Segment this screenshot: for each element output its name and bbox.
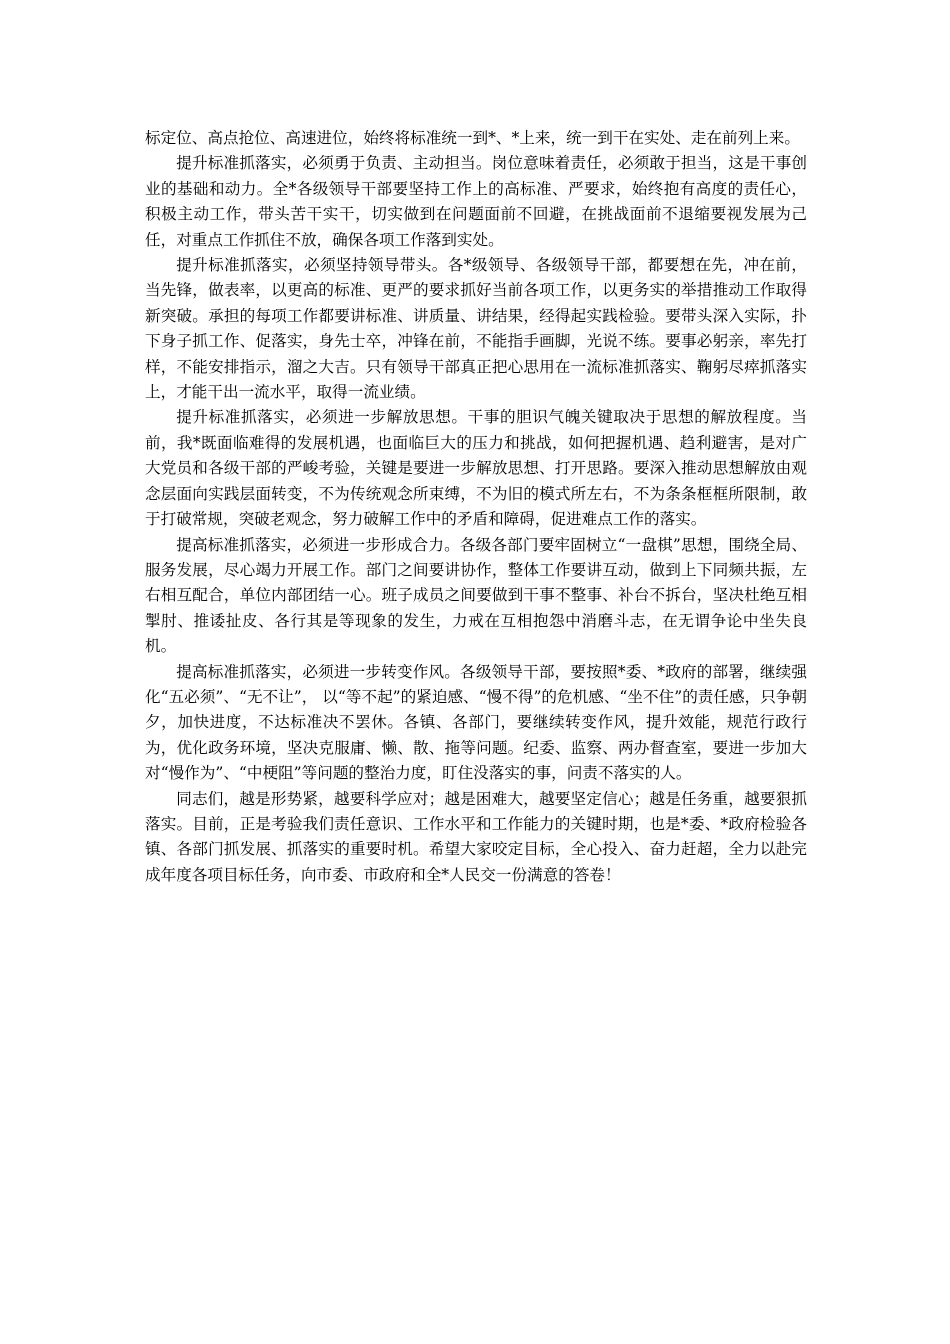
document-body — [145, 126, 807, 888]
paragraph-emancipate-mind: 提升标准抓落实，必须进一步解放思想。干事的胆识气魄关键取决于思想的解放程度。当前，我*既面临难得的发展机遇，也面临巨大的压力和挑战，如何把握机遇、趋利避害，是对广大党员和各级干部的严峻考验，关键是要进一步解放思想、打开思路。要深入推动思想解放由观念层面向实践层面转变，不为传统观念所束缚，不为旧的模式所左右，不为条条框框所限制，敢于打破常规，突破老观念，努力破解工作中的矛盾和障碍，促进难点工作的落实。 — [145, 408, 807, 529]
paragraph-change-style: 提高标准抓落实，必须进一步转变作风。各级领导干部，要按照*委、*政府的部署，继续强化“五必须”、“无不让”， 以“等不起”的紧迫感、“慢不得”的危机感、“坐不住”的责任感，只争朝夕，加快进度，不达标准决不罢休。各镇、各部门，要继续转变作风，提升效能，规范行政行为，优化政务环境，坚决克服庸、懒、散、拖等问题。纪委、监察、两办督查室，要进一步加大对“慢作为”、“中梗阻”等问题的整治力度，盯住没落实的事，问责不落实的人。 — [145, 662, 807, 783]
paragraph-form-synergy: 提高标准抓落实，必须进一步形成合力。各级各部门要牢固树立“一盘棋”思想，围绕全局、服务发展，尽心竭力开展工作。部门之间要讲协作，整体工作要讲互动，做到上下同频共振，左右相互配合，单位内部团结一心。班子成员之间要做到干事不整事、补台不拆台，坚决杜绝互相掣肘、推诿扯皮、各行其是等现象的发生，力戒在互相抱怨中消磨斗志，在无谓争论中坐失良机。 — [145, 535, 807, 656]
paragraph-continuation: 标定位、高点抢位、高速进位，始终将标准统一到*、*上来，统一到干在实处、走在前列上来。 — [145, 129, 800, 147]
paragraph-closing: 同志们，越是形势紧，越要科学应对；越是困难大，越要坚定信心；越是任务重，越要狠抓落实。目前，正是考验我们责任意识、工作水平和工作能力的关键时期，也是*委、*政府检验各镇、各部门抓发展、抓落实的重要时机。希望大家咬定目标，全心投入、奋力赶超，全力以赴完成年度各项目标任务，向市委、市政府和全*人民交一份满意的答卷！ — [145, 789, 807, 884]
paragraph-leaders-lead: 提升标准抓落实，必须坚持领导带头。各*级领导、各级领导干部，都要想在先，冲在前，当先锋，做表率，以更高的标准、更严的要求抓好当前各项工作，以更务实的举措推动工作取得新突破。承担的每项工作都要讲标准、讲质量、讲结果，经得起实践检验。要带头深入实际，扑下身子抓工作、促落实，身先士卒，冲锋在前，不能指手画脚，光说不练。要事必躬亲，率先打样，不能安排指示，溜之大吉。只有领导干部真正把心思用在一流标准抓落实、鞠躬尽瘁抓落实上，才能干出一流水平，取得一流业绩。 — [145, 256, 807, 402]
paragraph-take-responsibility: 提升标准抓落实，必须勇于负责、主动担当。岗位意味着责任，必须敢于担当，这是干事创业的基础和动力。全*各级领导干部要坚持工作上的高标准、严要求，始终抱有高度的责任心，积极主动工作，带头苦干实干，切实做到在问题面前不回避，在挑战面前不退缩要视发展为己任，对重点工作抓住不放，确保各项工作落到实处。 — [145, 154, 807, 249]
